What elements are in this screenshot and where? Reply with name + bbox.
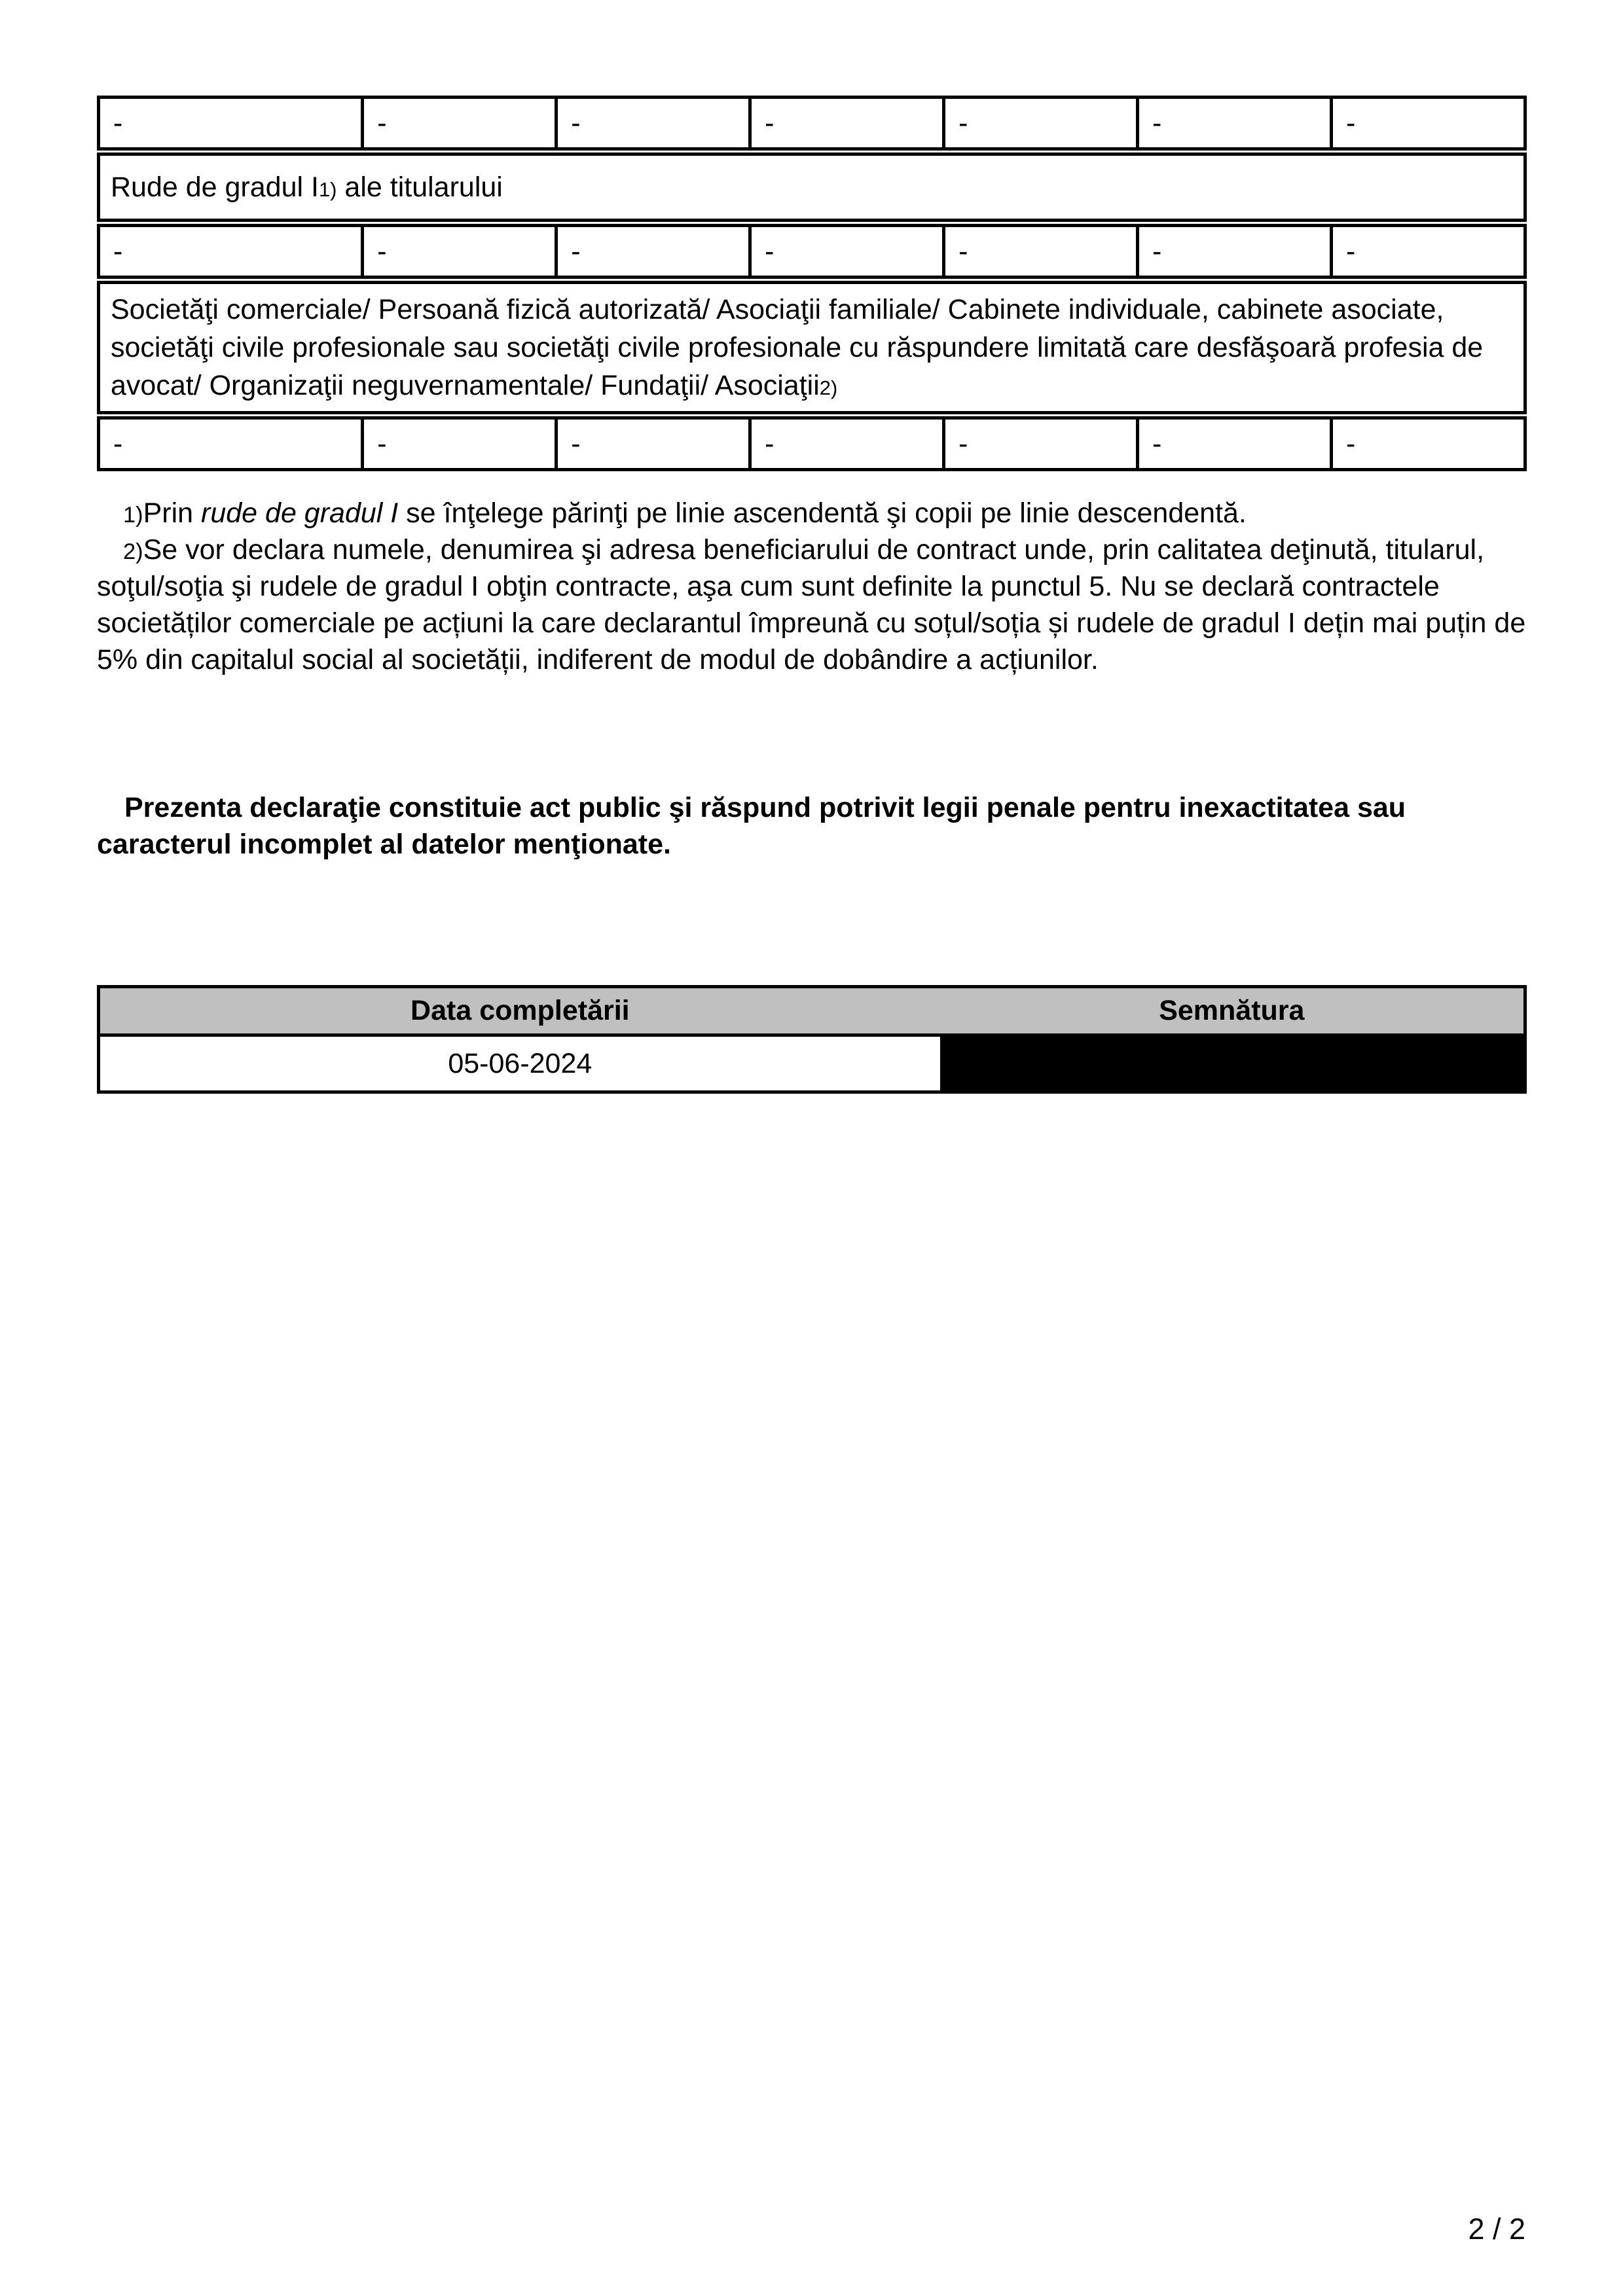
table-cell-dash: - [942, 420, 1136, 468]
footnote-2 [97, 531, 1527, 678]
footnotes-section [97, 495, 1527, 678]
footnote-1-marker: 1) [123, 503, 143, 528]
footnote-1-text-start: Prin [143, 497, 202, 529]
table-cell-dash: - [555, 420, 748, 468]
table-cell-dash: - [113, 427, 123, 459]
footnote-reference-1: 1) [318, 177, 337, 201]
completion-table [97, 985, 1527, 1094]
table-cell-dash: - [1330, 99, 1523, 147]
table-row-empty-values-1 [97, 96, 1527, 151]
table-row-relatives-heading [97, 152, 1527, 222]
table-cell-dash: - [113, 235, 123, 267]
table-cell-dash: - [942, 99, 1136, 147]
table-cell-dash: - [942, 227, 1136, 276]
table-cell-dash: - [1136, 227, 1330, 276]
footnote-2-marker: 2) [123, 539, 143, 564]
date-header-cell: Data completării [410, 995, 630, 1026]
table-cell-dash: - [555, 99, 748, 147]
table-cell-dash: - [1136, 99, 1330, 147]
table-cell-dash: - [1136, 420, 1330, 468]
table-cell-dash: - [748, 99, 942, 147]
completion-table-header-row [100, 988, 1523, 1037]
completion-table-value-row [100, 1037, 1523, 1090]
footnote-reference-2: 2) [819, 376, 838, 399]
relatives-heading-suffix: ale titularului [337, 171, 503, 203]
table-row-companies-heading [97, 281, 1527, 414]
table-row-empty-values-3 [97, 416, 1527, 471]
table-cell-dash: - [361, 227, 555, 276]
relatives-heading-text: Rude de gradul I [111, 171, 319, 203]
table-cell-dash: - [361, 420, 555, 468]
footnote-1-text-end: se înţelege părinţi pe linie ascendentă şi copii pe linie descendentă. [398, 497, 1247, 529]
table-cell-dash: - [748, 227, 942, 276]
footnote-2-text: Se vor declara numele, denumirea şi adresa beneficiarului de contract unde, prin calitatea deţinută, titularul, soţul/soţia şi rudele de gradul I obţin contracte, aşa cum sunt definite la punctul 5. Nu se declară contractele societăților comerciale pe acțiuni la care declarantul împreună cu soțul/soția și rudele de gradul I dețin mai puțin de 5% din capitalul social al societății, indiferent de modul de dobândire a acțiunilor. [97, 534, 1526, 675]
completion-date-value: 05-06-2024 [100, 1037, 940, 1090]
legal-notice: Prezenta declaraţie constituie act public şi răspund potrivit legii penale pentru inexactitatea sau caracterul incomplet al datelor menţionate. [97, 792, 1406, 860]
footnote-1-italic-term: rude de gradul I [201, 497, 399, 529]
table-cell-dash: - [1330, 227, 1523, 276]
table-cell-dash: - [361, 99, 555, 147]
footnote-1 [97, 495, 1527, 531]
table-cell-dash: - [555, 227, 748, 276]
table-cell-dash: - [748, 420, 942, 468]
table-row-empty-values-2 [97, 224, 1527, 279]
declaration-table [97, 96, 1527, 471]
signature-redacted-cell [940, 1037, 1523, 1090]
companies-heading-text: Societăţi comerciale/ Persoană fizică autorizată/ Asociaţii familiale/ Cabinete individuale, cabinete asociate, societăţi civile profesionale sau societăţi civile profesionale cu răspundere limitată care desfăşoară profesia de avocat/ Organizaţii neguvernamentale/ Fundaţii/ Asociaţii [111, 294, 1484, 401]
signature-header-cell: Semnătura [1159, 995, 1305, 1026]
page-number: 2 / 2 [1468, 2212, 1525, 2246]
table-cell-dash: - [1330, 420, 1523, 468]
table-cell-dash: - [113, 107, 123, 139]
